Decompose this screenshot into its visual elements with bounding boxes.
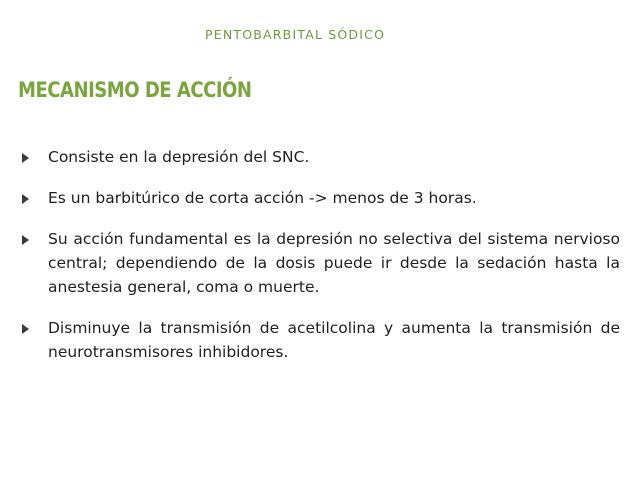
- bullet-item: [20, 227, 620, 299]
- slide-header: PENTOBARBITAL SÓDICO: [205, 27, 386, 42]
- slide-title: MECANISMO DE ACCIÓN: [18, 78, 252, 102]
- bullet-arrow-icon: [22, 194, 29, 204]
- bullet-item: [20, 145, 620, 169]
- bullet-text: Consiste en la depresión del SNC.: [48, 148, 310, 166]
- bullet-arrow-icon: [22, 153, 29, 163]
- bullet-arrow-icon: [22, 235, 29, 245]
- bullet-text: Disminuye la transmisión de acetilcolina y aumenta la transmisión de neurotransmisores inhibidores.: [48, 319, 620, 361]
- bullet-text: Su acción fundamental es la depresión no selectiva del sistema nervioso central; dependiendo de la dosis puede ir desde la sedación hasta la anestesia general, coma o muerte.: [48, 230, 620, 296]
- bullet-arrow-icon: [22, 324, 29, 334]
- bullet-list: [20, 145, 620, 381]
- bullet-item: [20, 186, 620, 210]
- bullet-item: [20, 316, 620, 364]
- bullet-text: Es un barbitúrico de corta acción -> menos de 3 horas.: [48, 189, 477, 207]
